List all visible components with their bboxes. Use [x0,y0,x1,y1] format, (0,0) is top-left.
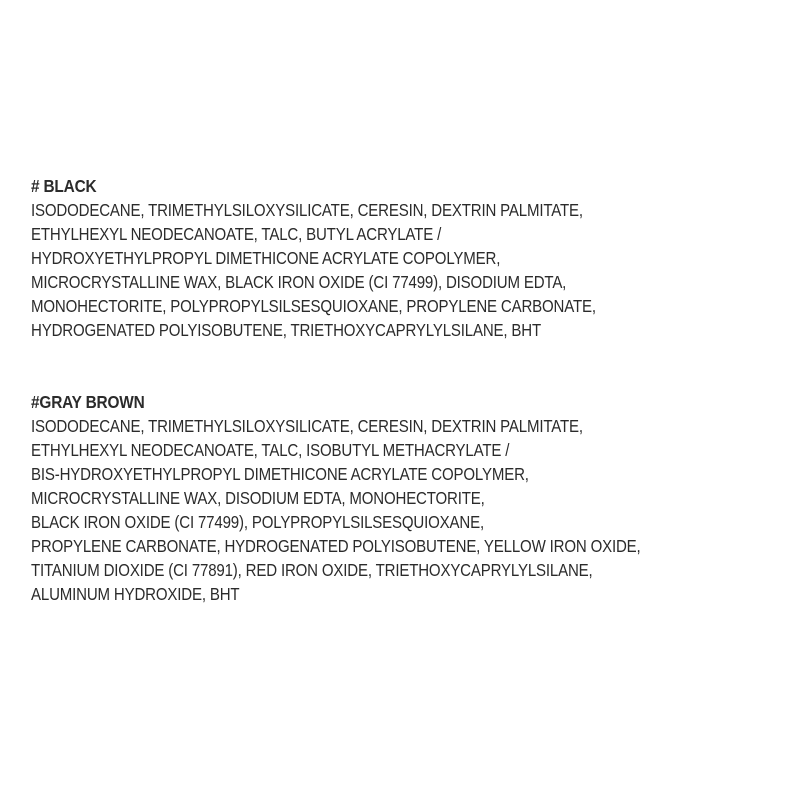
section-heading-gray-brown: #GRAY BROWN [31,392,145,412]
ingredient-line: HYDROGENATED POLYISOBUTENE, TRIETHOXYCAPRYLYLSILANE, BHT [31,320,542,340]
ingredient-line: ETHYLHEXYL NEODECANOATE, TALC, BUTYL ACRYLATE / [31,224,442,244]
ingredient-line: ISODODECANE, TRIMETHYLSILOXYSILICATE, CERESIN, DEXTRIN PALMITATE, [31,200,583,220]
ingredient-line: MONOHECTORITE, POLYPROPYLSILSESQUIOXANE, PROPYLENE CARBONATE, [31,296,596,316]
ingredient-line: BLACK IRON OXIDE (CI 77499), POLYPROPYLSILSESQUIOXANE, [31,512,484,532]
ingredient-line: BIS-HYDROXYETHYLPROPYL DIMETHICONE ACRYLATE COPOLYMER, [31,464,529,484]
ingredient-section-gray-brown [31,390,791,606]
ingredient-line: ALUMINUM HYDROXIDE, BHT [31,584,240,604]
ingredient-line: ETHYLHEXYL NEODECANOATE, TALC, ISOBUTYL METHACRYLATE / [31,440,510,460]
ingredient-line: TITANIUM DIOXIDE (CI 77891), RED IRON OXIDE, TRIETHOXYCAPRYLYLSILANE, [31,560,593,580]
section-heading-black: # BLACK [31,176,97,196]
ingredient-line: ISODODECANE, TRIMETHYLSILOXYSILICATE, CERESIN, DEXTRIN PALMITATE, [31,416,583,436]
ingredient-line: MICROCRYSTALLINE WAX, BLACK IRON OXIDE (CI 77499), DISODIUM EDTA, [31,272,567,292]
ingredient-line: PROPYLENE CARBONATE, HYDROGENATED POLYISOBUTENE, YELLOW IRON OXIDE, [31,536,641,556]
ingredient-section-black [31,174,791,342]
ingredient-line: MICROCRYSTALLINE WAX, DISODIUM EDTA, MONOHECTORITE, [31,488,485,508]
ingredient-line: HYDROXYETHYLPROPYL DIMETHICONE ACRYLATE COPOLYMER, [31,248,501,268]
